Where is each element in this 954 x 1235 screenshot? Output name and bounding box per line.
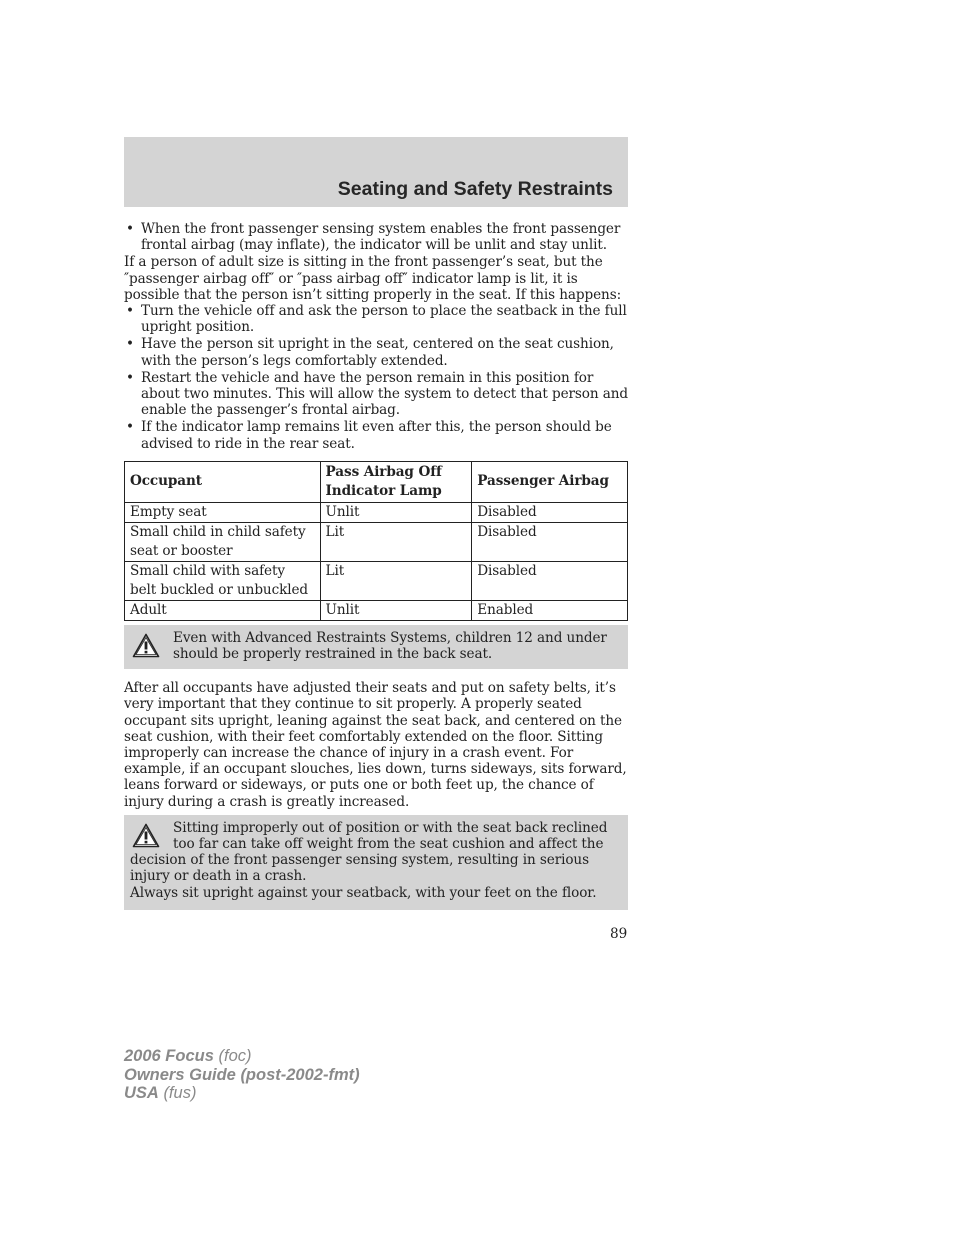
table-row (125, 561, 628, 600)
list-item-text: Have the person sit upright in the seat, centered on the seat cushion, with the person’s legs comfortably extended. (141, 336, 614, 369)
table-cell: Lit (320, 561, 472, 600)
bullet-dot: • (126, 336, 134, 353)
table-cell: Lit (320, 522, 472, 561)
bullet-dot: • (126, 303, 134, 320)
table-cell: Adult (125, 600, 321, 620)
page-content (124, 221, 628, 910)
warning-triangle-icon (132, 823, 160, 848)
bullet-dot: • (126, 369, 134, 386)
table-row (125, 522, 628, 561)
warning-text-line: Sitting improperly out of position or with the seat back reclined (173, 819, 608, 836)
warning-box-children (124, 625, 628, 669)
section-title: Seating and Safety Restraints (337, 178, 613, 200)
steps-list (124, 303, 628, 452)
list-item-text: Turn the vehicle off and ask the person to place the seatback in the full upright position. (141, 303, 627, 336)
table-cell: Disabled (472, 561, 628, 600)
table-cell: Small child with safety belt buckled or unbuckled (125, 561, 321, 600)
bullet-dot: • (126, 221, 134, 237)
table-cell: Disabled (472, 502, 628, 522)
list-item (124, 303, 628, 335)
warning-text-line: too far can take off weight from the seat cushion and affect the (173, 836, 604, 853)
table-cell: Enabled (472, 600, 628, 620)
column-header-indicator-lamp: Pass Airbag Off Indicator Lamp (320, 461, 472, 502)
list-item (124, 419, 628, 451)
page-number: 89 (610, 926, 628, 942)
footer-model-line (124, 1047, 360, 1066)
footer-guide: Owners Guide (post-2002-fmt) (124, 1065, 360, 1084)
body-paragraph: After all occupants have adjusted their seats and put on safety belts, it’s very important that they continue to sit properly. A properly seated occupant sits upright, leaning against the seat back, and centered on the seat cushion, with their feet comfortably extended on the floor. Sitting improperly can increase the chance of injury in a crash event. For example, if an occupant slouches, lies down, turns sideways, sits forward, leans forward or sideways, or puts one or both feet up, the chance of injury during a crash is greatly increased. (124, 680, 627, 810)
warning-text-second: Always sit upright against your seatback, with your feet on the floor. (130, 884, 597, 901)
warning-triangle-icon (132, 633, 160, 658)
table-cell: Small child in child safety seat or booster (125, 522, 321, 561)
warning-text-rest: decision of the front passenger sensing system, resulting in serious injury or death in a crash. (130, 852, 589, 885)
table-cell: Disabled (472, 522, 628, 561)
list-item-text: Restart the vehicle and have the person remain in this position for about two minutes. This will allow the system to detect that person and enable the passenger’s frontal airbag. (141, 369, 629, 419)
footer-guide-line (124, 1066, 360, 1085)
footer-model-code: (foc) (218, 1047, 252, 1065)
footer-market-code: (fus) (163, 1084, 197, 1102)
footer-market-line (124, 1084, 360, 1103)
intro-bullet-text: When the front passenger sensing system enables the front passenger frontal airbag (may inflate), the indicator will be unlit and stay unlit. (141, 221, 621, 254)
footer-model: 2006 Focus (124, 1047, 214, 1065)
table-cell: Unlit (320, 600, 472, 620)
airbag-status-table (124, 461, 628, 621)
bullet-dot: • (126, 419, 134, 436)
table-row (125, 600, 628, 620)
warning-text: Even with Advanced Restraints Systems, children 12 and under should be properly restrained in the back seat. (173, 629, 607, 663)
footer-market: USA (124, 1084, 159, 1102)
column-header-passenger-airbag: Passenger Airbag (472, 461, 628, 502)
adult-paragraph: If a person of adult size is sitting in the front passenger’s seat, but the ″passenger airbag off″ or ″pass airbag off″ indicator lamp is lit, it is possible that the person isn’t sitting properly in the seat. If this happens: (124, 254, 622, 303)
table-header-row (125, 461, 628, 502)
list-item (124, 336, 628, 368)
section-header-band (124, 137, 628, 207)
document-footer (124, 1047, 360, 1103)
intro-bullet (124, 221, 628, 253)
warning-box-posture (124, 815, 628, 910)
table-cell: Unlit (320, 502, 472, 522)
table-cell: Empty seat (125, 502, 321, 522)
list-item (124, 370, 628, 419)
list-item-text: If the indicator lamp remains lit even after this, the person should be advised to ride in the rear seat. (141, 419, 612, 452)
column-header-occupant: Occupant (125, 461, 321, 502)
table-row (125, 502, 628, 522)
